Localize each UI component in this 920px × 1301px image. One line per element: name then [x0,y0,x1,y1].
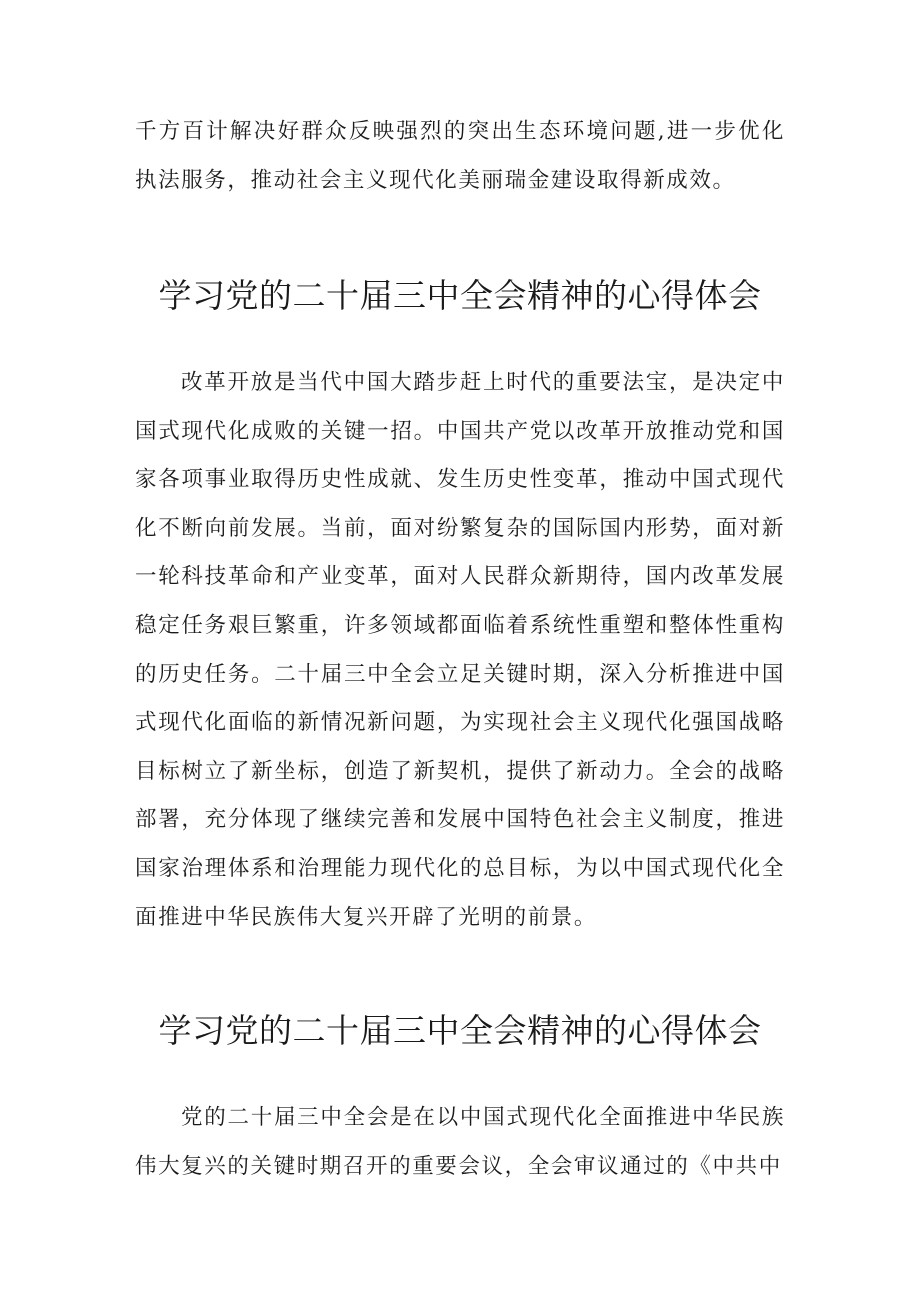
section-1-title: 学习党的二十届三中全会精神的心得体会 [158,276,762,315]
section-2-body: 党的二十届三中全会是在以中国式现代化全面推进中华民族伟大复兴的关键时期召开的重要会议，全会审议通过的《中共中 [135,1105,785,1179]
continued-paragraph: 千方百计解决好群众反映强烈的突出生态环境问题,进一步优化执法服务，推动社会主义现代化美丽瑞金建设取得新成效。 [135,119,785,193]
section-2-title: 学习党的二十届三中全会精神的心得体会 [158,1011,762,1050]
section-1-body: 改革开放是当代中国大踏步赶上时代的重要法宝，是决定中国式现代化成败的关键一招。中国共产党以改革开放推动党和国家各项事业取得历史性成就、发生历史性变革，推动中国式现代化不断向前发展。当前，面对纷繁复杂的国际国内形势，面对新一轮科技革命和产业变革，面对人民群众新期待，国内改革发展稳定任务艰巨繁重，许多领域都面临着系统性重塑和整体性重构的历史任务。二十届三中全会立足关键时期，深入分析推进中国式现代化面临的新情况新问题，为实现社会主义现代化强国战略目标树立了新坐标，创造了新契机，提供了新动力。全会的战略部署，充分体现了继续完善和发展中国特色社会主义制度，推进国家治理体系和治理能力现代化的总目标，为以中国式现代化全面推进中华民族伟大复兴开辟了光明的前景。 [135,370,785,930]
